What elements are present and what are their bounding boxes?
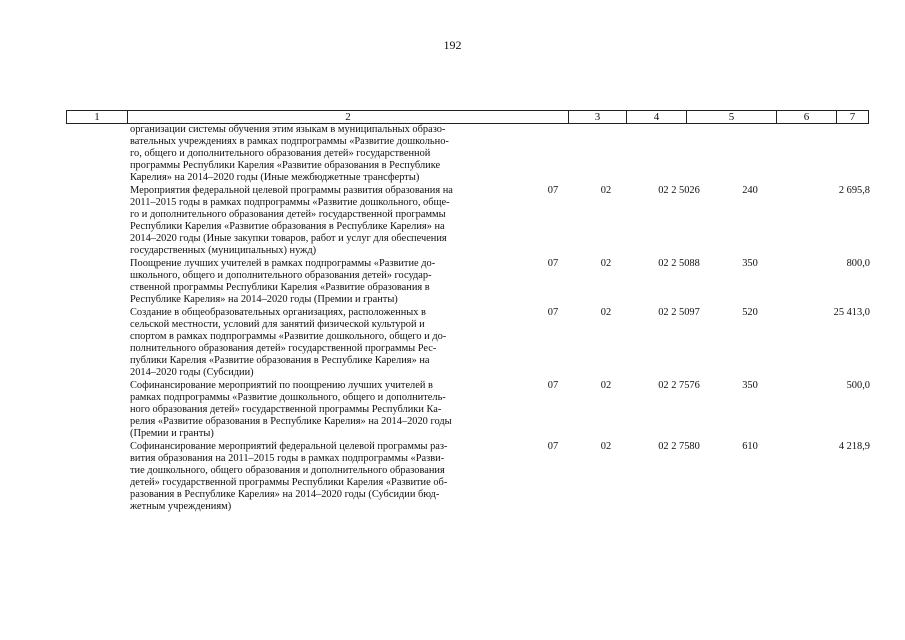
row-target-article: 02 2 5026	[658, 185, 700, 196]
row-target-article	[632, 124, 726, 184]
row-section: 07	[547, 185, 559, 196]
table-header	[66, 110, 869, 124]
row-subsection: 02	[600, 307, 612, 318]
row-description: Поощрение лучших учителей в рамках подпрограммы «Развитие до- школьного, общего и дополнительного образования детей» государ- ственной программы Республики Карелия «Развитие образования в Республике Карелия» на 2014–2020 годы (Премии и гранты)	[130, 258, 436, 305]
row-expense-type: 350	[742, 258, 758, 269]
row-description: Создание в общеобразовательных организациях, расположенных в сельской местности, условий для занятий физической культурой и спортом в рамках подпрограммы «Развитие дошкольного, общего и до- полнительного образования детей» государственной программы Рес- публики Карелия «Развитие образования в Республике Карелия» на 2014–2020 годы (Субсидии)	[130, 307, 447, 378]
header-col-3: 3	[569, 111, 627, 123]
table-row	[130, 185, 870, 257]
row-expense-type: 520	[742, 307, 758, 318]
row-amount: 4 218,9	[838, 441, 870, 452]
row-subsection: 02	[600, 441, 612, 452]
row-expense-type	[726, 124, 774, 184]
row-section	[508, 124, 580, 184]
row-section: 07	[547, 258, 559, 269]
row-subsection: 02	[600, 380, 612, 391]
row-expense-type: 350	[742, 380, 758, 391]
header-col-6: 6	[777, 111, 837, 123]
row-expense-type: 240	[742, 185, 758, 196]
row-description: Мероприятия федеральной целевой программы развития образования на 2011–2015 годы в рамках подпрограммы «Развитие дошкольного, обще- го и дополнительного образования детей» государственной программы Республики Карелия «Развитие образования в Республике Карелия» на 2014–2020 годы (Иные закупки товаров, работ и услуг для обеспечения государственных (муниципальных) нужд)	[130, 185, 453, 256]
table-row	[130, 124, 870, 184]
row-subsection: 02	[600, 185, 612, 196]
row-subsection: 02	[600, 258, 612, 269]
row-target-article: 02 2 5088	[658, 258, 700, 269]
header-col-2: 2	[128, 111, 569, 123]
row-amount: 800,0	[846, 258, 870, 269]
table-row	[130, 307, 870, 379]
row-target-article: 02 2 7580	[658, 441, 700, 452]
row-description: организации системы обучения этим языкам в муниципальных образо- вательных учреждениях в рамках подпрограммы «Развитие дошкольно- го, общего и дополнительного образования детей» государственной программы Республики Карелия «Развитие образования в Республике Карелия» на 2014–2020 годы (Иные межбюджетные трансферты)	[130, 124, 449, 183]
row-amount	[774, 124, 870, 184]
header-col-4: 4	[627, 111, 687, 123]
row-amount: 2 695,8	[838, 185, 870, 196]
row-description: Софинансирование мероприятий по поощрению лучших учителей в рамках подпрограммы «Развитие дошкольного, общего и дополнитель- ного образования детей» государственной программы Республики Ка- релия «Развитие образования в Республике Карелия» на 2014–2020 годы (Премии и гранты)	[130, 380, 452, 439]
row-section: 07	[547, 307, 559, 318]
table-row	[130, 258, 870, 306]
row-subsection	[580, 124, 632, 184]
row-amount: 500,0	[846, 380, 870, 391]
row-target-article: 02 2 7576	[658, 380, 700, 391]
header-col-7: 7	[849, 111, 856, 123]
table-body	[130, 124, 870, 513]
row-target-article: 02 2 5097	[658, 307, 700, 318]
page-number: 192	[443, 38, 462, 52]
header-col-5: 5	[687, 111, 777, 123]
row-amount: 25 413,0	[833, 307, 870, 318]
row-section: 07	[547, 441, 559, 452]
row-description: Софинансирование мероприятий федеральной целевой программы раз- вития образования на 2011–2015 годы в рамках подпрограммы «Разви- тие дошкольного, общего образования и дополнительного образования детей» государственной программы Республики Карелия «Развитие об- разования в Республике Карелия» на 2014–2020 годы (Субсидии бюд- жетным учреждениям)	[130, 441, 448, 512]
row-expense-type: 610	[742, 441, 758, 452]
table-row	[130, 380, 870, 440]
row-section: 07	[547, 380, 559, 391]
header-col-1: 1	[67, 111, 128, 123]
table-row	[130, 441, 870, 513]
